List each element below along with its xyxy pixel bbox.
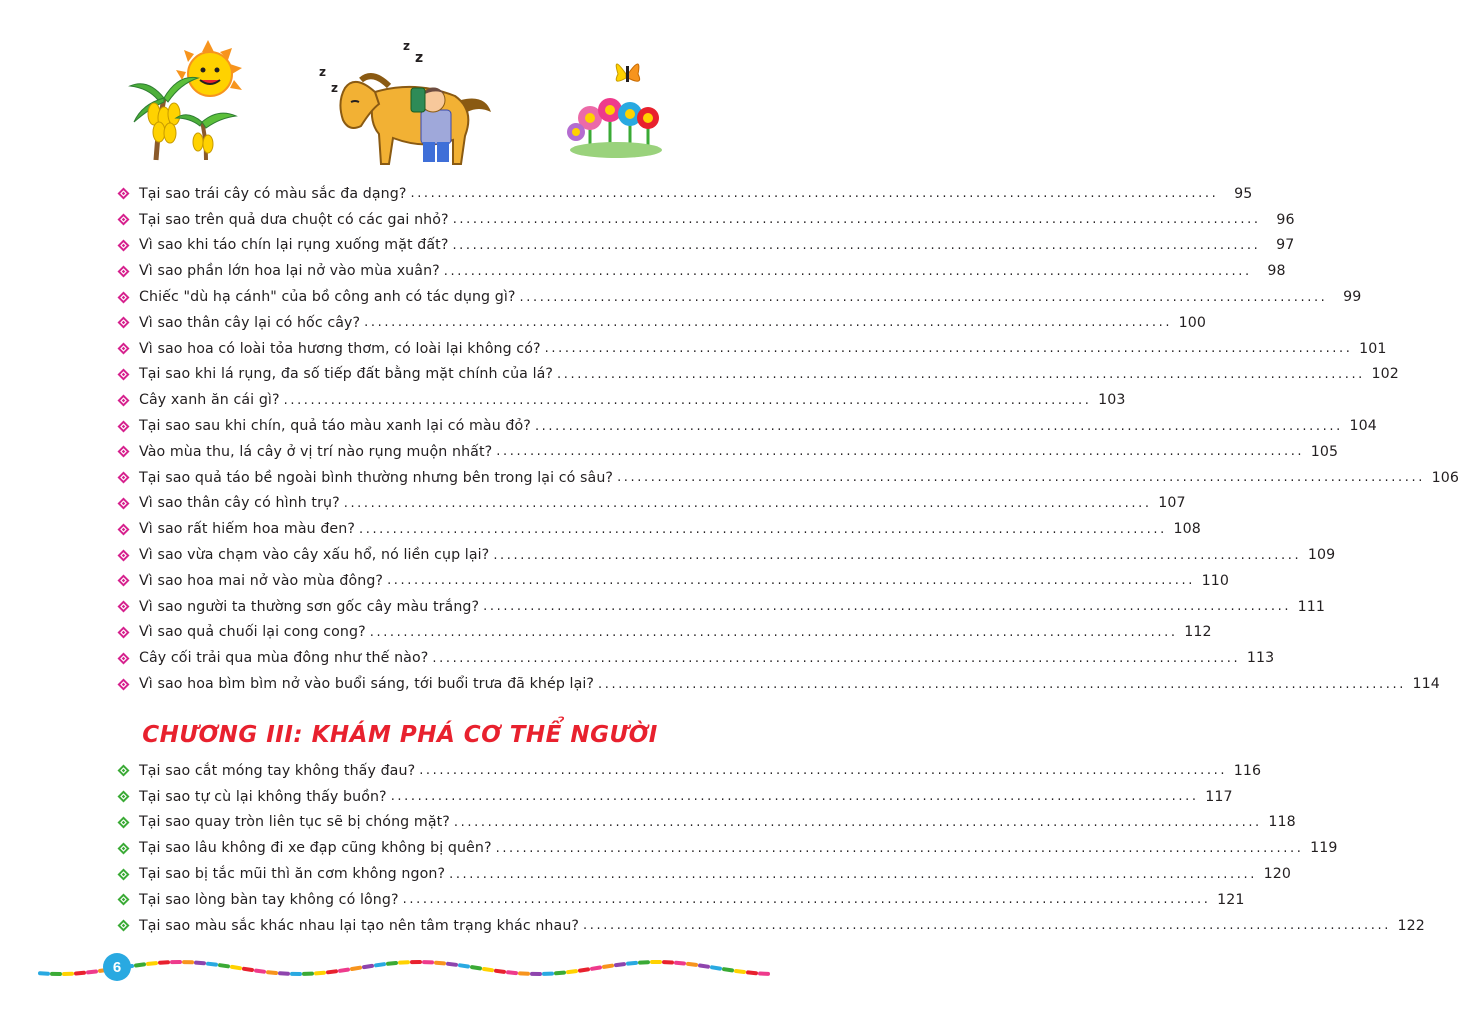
toc-entry <box>117 465 1459 491</box>
wave-dash <box>616 964 624 965</box>
diamond-bullet-icon <box>117 678 130 691</box>
diamond-bullet-icon <box>117 420 130 433</box>
sun-banana-illustration <box>128 38 258 163</box>
toc-entry-page: 102 <box>1371 366 1399 383</box>
diamond-bullet-icon <box>117 868 130 881</box>
dot-leader: ........................................................................................................................ <box>402 892 1211 908</box>
diamond-bullet-icon <box>117 187 130 200</box>
toc-entry-title: Vì sao vừa chạm vào cây xấu hổ, nó liền cụp lại? <box>139 547 490 564</box>
toc-entry-title: Vì sao người ta thường sơn gốc cây màu trắng? <box>139 598 480 615</box>
wave-dash <box>592 968 600 969</box>
toc-entry-page: 116 <box>1233 762 1262 779</box>
diamond-bullet-icon <box>117 893 130 906</box>
wave-dash <box>268 972 276 973</box>
toc-entry-page: 110 <box>1201 572 1229 589</box>
dot-leader: ........................................................................................................................ <box>453 814 1262 830</box>
dot-leader: ........................................................................................................................ <box>387 573 1195 589</box>
toc-entry <box>117 758 1262 784</box>
toc-entry <box>117 861 1291 887</box>
toc-entry-page: 97 <box>1276 237 1295 254</box>
dot-leader: ........................................................................................................................ <box>390 789 1199 805</box>
diamond-bullet-icon <box>117 600 130 613</box>
svg-text:z: z <box>331 81 338 95</box>
toc-entry <box>117 310 1207 336</box>
wave-dash <box>604 966 612 967</box>
wave-dash <box>232 967 240 968</box>
toc-entry-title: Tại sao màu sắc khác nhau lại tạo nên tâm trạng khác nhau? <box>139 917 580 934</box>
toc-entry <box>117 258 1286 284</box>
wave-dash <box>436 963 444 964</box>
wave-dash <box>736 971 744 972</box>
dot-leader: ........................................................................................................................ <box>483 599 1292 615</box>
wave-dash <box>280 973 288 974</box>
wave-dash <box>700 966 708 967</box>
dot-leader: ........................................................................................................................ <box>557 366 1365 382</box>
toc-entry-page: 101 <box>1359 340 1387 357</box>
toc-entry-page: 99 <box>1343 289 1362 306</box>
dot-leader: ........................................................................................................................ <box>534 418 1343 434</box>
wave-dash <box>148 963 156 964</box>
toc-entry <box>117 913 1425 939</box>
dot-leader: ........................................................................................................................ <box>449 866 1257 882</box>
diamond-bullet-icon <box>117 549 130 562</box>
dot-leader: ........................................................................................................................ <box>496 444 1305 460</box>
diamond-bullet-icon <box>117 523 130 536</box>
toc-chapter-three <box>117 758 1425 939</box>
wave-dash <box>196 963 204 964</box>
wave-dash <box>388 963 396 964</box>
dot-leader: ........................................................................................................................ <box>283 392 1092 408</box>
toc-entry <box>117 439 1339 465</box>
toc-entry-page: 105 <box>1310 443 1339 460</box>
toc-entry <box>117 516 1201 542</box>
dot-leader: ........................................................................................................................ <box>493 547 1302 563</box>
diamond-bullet-icon <box>117 764 130 777</box>
diamond-bullet-icon <box>117 265 130 278</box>
wave-dash <box>580 969 588 970</box>
toc-entry-page: 103 <box>1098 392 1126 409</box>
diamond-bullet-icon <box>117 445 130 458</box>
wave-dash <box>328 971 336 972</box>
toc-entry-title: Tại sao sau khi chín, quả táo màu xanh lại có màu đỏ? <box>139 418 531 435</box>
dot-leader: ........................................................................................................................ <box>519 289 1328 305</box>
dot-leader: ........................................................................................................................ <box>544 341 1353 357</box>
toc-entry-page: 113 <box>1246 650 1275 667</box>
toc-entry-page: 122 <box>1397 917 1425 934</box>
toc-entry <box>117 181 1253 207</box>
toc-entry <box>117 336 1387 362</box>
diamond-bullet-icon <box>117 368 130 381</box>
wave-dash <box>508 972 516 973</box>
wave-dash <box>88 972 96 973</box>
wave-dash <box>568 971 576 972</box>
wave-dash <box>76 973 84 974</box>
toc-entry <box>117 671 1440 697</box>
toc-entry-page: 95 <box>1234 185 1253 202</box>
wave-dash <box>472 967 480 968</box>
toc-entry-title: Tại sao trái cây có màu sắc đa dạng? <box>139 185 407 202</box>
wave-dash <box>484 969 492 970</box>
page-number-badge: 6 <box>103 953 131 981</box>
toc-entry-title: Cây xanh ăn cái gì? <box>139 392 280 409</box>
toc-entry-title: Tại sao bị tắc mũi thì ăn cơm không ngon? <box>139 866 446 883</box>
sun-icon <box>176 40 242 96</box>
toc-entry-title: Cây cối trải qua mùa đông như thế nào? <box>139 650 429 667</box>
toc-entry-page: 111 <box>1297 598 1326 615</box>
toc-entry-page: 118 <box>1268 814 1296 831</box>
toc-entry-title: Tại sao lòng bàn tay không có lông? <box>139 891 399 908</box>
dot-leader: ........................................................................................................................ <box>410 186 1219 202</box>
toc-entry <box>117 810 1296 836</box>
toc-entry-title: Vì sao quả chuối lại cong cong? <box>139 624 366 641</box>
wave-dash <box>448 964 456 965</box>
diamond-bullet-icon <box>117 497 130 510</box>
toc-entry-title: Tại sao lâu không đi xe đạp cũng không bị quên? <box>139 840 492 857</box>
toc-entry <box>117 835 1338 861</box>
toc-entry-page: 109 <box>1307 547 1336 564</box>
toc-entry-page: 107 <box>1158 495 1186 512</box>
flowers-butterfly-illustration <box>560 52 670 162</box>
dot-leader: ........................................................................................................................ <box>495 840 1304 856</box>
butterfly-icon <box>616 64 639 82</box>
diamond-bullet-icon <box>117 816 130 829</box>
toc-entry-title: Vì sao hoa có loài tỏa hương thơm, có loài lại không có? <box>139 340 541 357</box>
toc-entry-title: Vì sao thân cây có hình trụ? <box>139 495 340 512</box>
chapter-three-heading: CHƯƠNG III: KHÁM PHÁ CƠ THỂ NGƯỜI <box>142 722 658 748</box>
toc-entry-page: 112 <box>1184 624 1212 641</box>
toc-entry <box>117 594 1326 620</box>
diamond-bullet-icon <box>117 626 130 639</box>
svg-text:z: z <box>319 65 326 79</box>
wave-dash <box>136 964 144 965</box>
toc-entry <box>117 284 1362 310</box>
wave-dash <box>676 963 684 964</box>
svg-text:z: z <box>415 50 424 66</box>
toc-entry-page: 121 <box>1217 891 1245 908</box>
toc-entry-page: 114 <box>1412 676 1440 693</box>
diamond-bullet-icon <box>117 919 130 932</box>
wave-dash <box>748 972 756 973</box>
dot-leader: ........................................................................................................................ <box>343 495 1152 511</box>
toc-entry-page: 106 <box>1431 469 1459 486</box>
toc-entry-title: Vào mùa thu, lá cây ở vị trí nào rụng muộn nhất? <box>139 443 493 460</box>
toc-entry <box>117 568 1229 594</box>
diamond-bullet-icon <box>117 790 130 803</box>
wave-dash <box>316 973 324 974</box>
wave-dash <box>220 965 228 966</box>
toc-section-two <box>117 181 1459 697</box>
toc-entry-title: Vì sao hoa mai nở vào mùa đông? <box>139 572 384 589</box>
dot-leader: ........................................................................................................................ <box>419 763 1228 779</box>
wave-dash <box>244 969 252 970</box>
toc-entry-title: Vì sao thân cây lại có hốc cây? <box>139 314 361 331</box>
diamond-bullet-icon <box>117 394 130 407</box>
dot-leader: ........................................................................................................................ <box>443 263 1252 279</box>
wave-dash <box>460 965 468 966</box>
diamond-bullet-icon <box>117 574 130 587</box>
toc-entry-page: 120 <box>1263 866 1291 883</box>
dot-leader: ........................................................................................................................ <box>432 650 1241 666</box>
dot-leader: ........................................................................................................................ <box>583 918 1391 934</box>
diamond-bullet-icon <box>117 316 130 329</box>
diamond-bullet-icon <box>117 471 130 484</box>
toc-entry-title: Tại sao trên quả dưa chuột có các gai nhỏ? <box>139 211 449 228</box>
toc-entry-title: Tại sao tự cù lại không thấy buồn? <box>139 788 387 805</box>
toc-entry-title: Chiếc "dù hạ cánh" của bồ công anh có tác dụng gì? <box>139 289 516 306</box>
diamond-bullet-icon <box>117 291 130 304</box>
toc-entry <box>117 233 1295 259</box>
toc-entry-page: 104 <box>1349 418 1377 435</box>
dot-leader: ........................................................................................................................ <box>369 624 1178 640</box>
dot-leader: ........................................................................................................................ <box>358 521 1167 537</box>
diamond-bullet-icon <box>117 652 130 665</box>
wave-dash <box>340 970 348 971</box>
toc-entry-title: Vì sao khi táo chín lại rụng xuống mặt đất? <box>139 237 449 254</box>
wave-dash <box>40 973 48 974</box>
dot-leader: ........................................................................................................................ <box>617 470 1425 486</box>
wave-dash <box>724 969 732 970</box>
dot-leader: ........................................................................................................................ <box>364 315 1173 331</box>
dot-leader: ........................................................................................................................ <box>598 676 1406 692</box>
toc-entry-page: 108 <box>1173 521 1201 538</box>
toc-entry-title: Tại sao khi lá rụng, đa số tiếp đất bằng mặt chính của lá? <box>139 366 554 383</box>
toc-entry <box>117 645 1275 671</box>
dot-leader: ........................................................................................................................ <box>452 237 1261 253</box>
horse-boy-illustration <box>315 40 495 168</box>
toc-entry-title: Tại sao quay tròn liên tục sẽ bị chóng mặt? <box>139 814 450 831</box>
toc-entry-title: Vì sao hoa bìm bìm nở vào buổi sáng, tới buổi trưa đã khép lại? <box>139 676 595 693</box>
wave-dash <box>688 964 696 965</box>
wave-dash <box>496 971 504 972</box>
toc-entry-title: Vì sao rất hiếm hoa màu đen? <box>139 521 355 538</box>
diamond-bullet-icon <box>117 213 130 226</box>
toc-entry-page: 117 <box>1205 788 1233 805</box>
toc-entry-title: Vì sao phần lớn hoa lại nở vào mùa xuân? <box>139 263 440 280</box>
diamond-bullet-icon <box>117 842 130 855</box>
toc-entry-page: 100 <box>1178 314 1207 331</box>
wave-dash <box>712 967 720 968</box>
toc-entry-page: 98 <box>1267 263 1286 280</box>
toc-entry <box>117 362 1399 388</box>
toc-entry <box>117 620 1212 646</box>
toc-entry <box>117 387 1126 413</box>
wave-dash <box>376 964 384 965</box>
wave-dash <box>256 971 264 972</box>
svg-text:z: z <box>403 39 410 53</box>
toc-entry <box>117 207 1295 233</box>
toc-entry-page: 96 <box>1276 211 1295 228</box>
diamond-bullet-icon <box>117 239 130 252</box>
toc-entry <box>117 887 1245 913</box>
toc-entry <box>117 542 1336 568</box>
wave-dash <box>352 968 360 969</box>
wave-dash <box>208 964 216 965</box>
toc-entry-page: 119 <box>1310 840 1338 857</box>
toc-entry <box>117 413 1377 439</box>
wave-dash <box>628 963 636 964</box>
toc-entry <box>117 784 1233 810</box>
wave-dash <box>364 966 372 967</box>
toc-entry-title: Tại sao cắt móng tay không thấy đau? <box>139 762 416 779</box>
toc-entry-title: Tại sao quả táo bề ngoài bình thường nhưng bên trong lại có sâu? <box>139 469 614 486</box>
wave-dash <box>556 973 564 974</box>
toc-entry <box>117 491 1186 517</box>
diamond-bullet-icon <box>117 342 130 355</box>
dot-leader: ........................................................................................................................ <box>452 212 1261 228</box>
